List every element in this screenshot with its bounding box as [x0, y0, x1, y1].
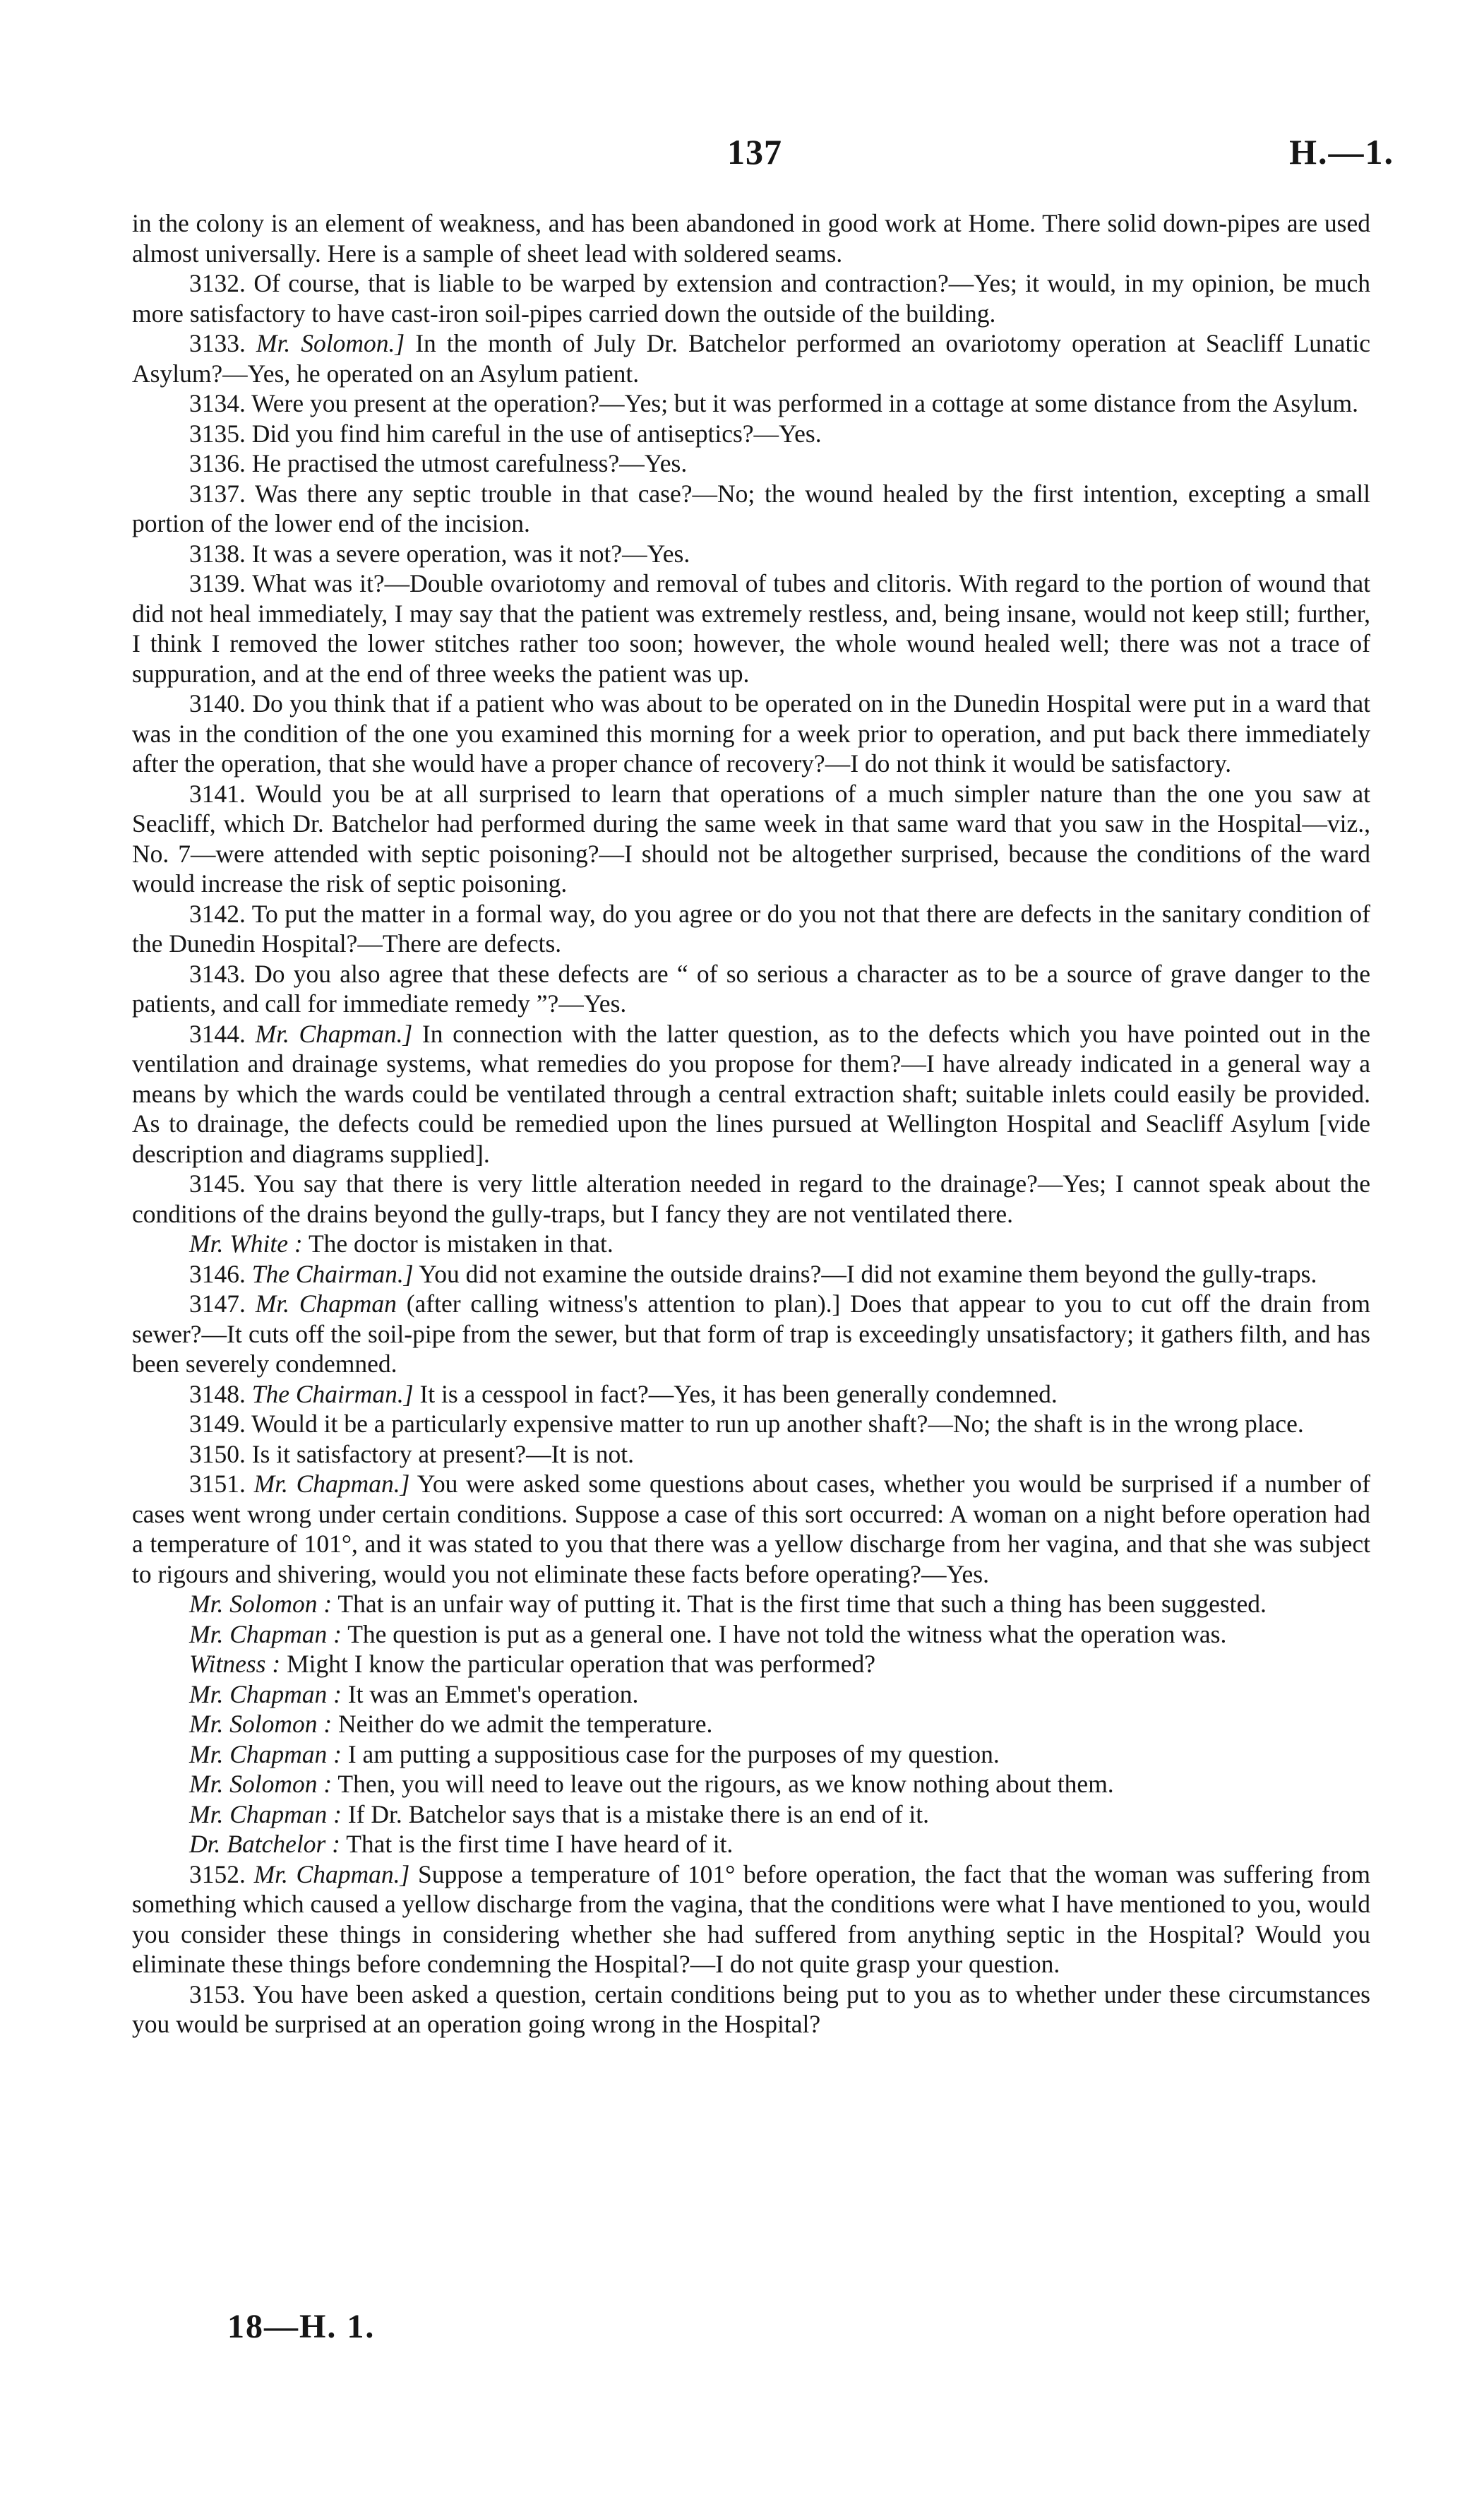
- paragraph: [132, 1979, 1370, 2039]
- paragraph: [132, 1229, 1370, 1259]
- signature-mark: 18—H. 1.: [227, 2308, 376, 2345]
- paragraph: [132, 1169, 1370, 1229]
- paragraph: [132, 1769, 1370, 1799]
- speaker-label: Mr. Chapman.]: [255, 1019, 413, 1048]
- speaker-label: Mr. Chapman :: [189, 1799, 342, 1828]
- speaker-label: Mr. Solomon :: [189, 1770, 333, 1798]
- paragraph: [132, 1859, 1370, 1979]
- speaker-label: Dr. Batchelor :: [189, 1830, 340, 1858]
- speaker-label: Mr. Chapman :: [189, 1619, 342, 1648]
- paragraph: [132, 328, 1370, 388]
- speaker-label: Mr. Chapman.]: [253, 1470, 410, 1498]
- paragraph-text: In the month of July Dr. Batchelor performed an ovariotomy operation at Seacliff Lunatic Asylum?—Yes, he operated on an Asylum patient.: [132, 329, 1370, 388]
- body-text: [132, 208, 1370, 2039]
- paragraph: [132, 1679, 1370, 1710]
- paragraph-text: If Dr. Batchelor says that is a mistake there is an end of it.: [347, 1799, 930, 1828]
- speaker-label: Mr. Chapman :: [189, 1679, 342, 1708]
- page-number: 137: [727, 132, 782, 172]
- question-number: 3133.: [189, 329, 256, 357]
- speaker-label: Mr. Solomon :: [189, 1590, 333, 1618]
- paragraph-text: The doctor is mistaken in that.: [308, 1229, 614, 1258]
- paragraph: [132, 1589, 1370, 1619]
- question-number: 3151.: [189, 1470, 254, 1498]
- paragraph-text: Then, you will need to leave out the rigours, as we know nothing about them.: [337, 1770, 1114, 1798]
- paragraph: [132, 1829, 1370, 1859]
- speaker-label: Mr. Solomon.]: [256, 329, 405, 357]
- paragraph-text: In connection with the latter question, as to the defects which you have pointed out in the ventilation and drainage systems, what remedies do you propose for them?—I have already indicated in a general way a means by which the wards could be ventilated through a central extraction shaft; suitable inlets could easily be provided. As to drainage, the defects could be remedied upon the lines pursued at Wellington Hospital and Seacliff Asylum [vide description and diagrams supplied].: [132, 1019, 1371, 1168]
- paragraph-text: It is a cesspool in fact?—Yes, it has been generally condemned.: [419, 1379, 1058, 1408]
- question-number: 3147.: [189, 1290, 256, 1318]
- paragraph-text: in the colony is an element of weakness, and has been abandoned in good work at Home. There solid down-pipes are used almost universally. Here is a sample of sheet lead with soldered seams.: [132, 209, 1370, 268]
- paragraph: [132, 1469, 1370, 1589]
- paragraph-text: 3145. You say that there is very little alteration needed in regard to the drainage?—Yes; I cannot speak about the conditions of the drains beyond the gully-traps, but I fancy they are not ventilated there.: [132, 1169, 1370, 1228]
- paragraph: [132, 539, 1370, 569]
- paragraph: [132, 1289, 1370, 1379]
- paragraph-text: 3132. Of course, that is liable to be warped by extension and contraction?—Yes; it would, in my opinion, be much more satisfactory to have cast-iron soil-pipes carried down the outside of the building.: [132, 269, 1370, 328]
- speaker-label: The Chairman.]: [251, 1259, 414, 1288]
- question-number: 3146.: [189, 1259, 252, 1288]
- paragraph-text: 3143. Do you also agree that these defects are “ of so serious a character as to be a source of grave danger to the patients, and call for immediate remedy ”?—Yes.: [132, 959, 1370, 1018]
- paragraph-text: You did not examine the outside drains?—I did not examine them beyond the gully-traps.: [419, 1259, 1317, 1288]
- speaker-label: The Chairman.]: [251, 1379, 414, 1408]
- paragraph: [132, 1739, 1370, 1770]
- question-number: 3144.: [189, 1019, 256, 1048]
- paragraph-text: 3150. Is it satisfactory at present?—It is not.: [189, 1439, 634, 1468]
- speaker-label: Mr. Solomon :: [189, 1710, 333, 1738]
- paragraph-text: 3149. Would it be a particularly expensive matter to run up another shaft?—No; the shaft is in the wrong place.: [189, 1410, 1304, 1438]
- paragraph-text: 3138. It was a severe operation, was it not?—Yes.: [189, 539, 690, 568]
- speaker-label: Mr. Chapman :: [189, 1739, 342, 1768]
- speaker-label: Mr. Chapman: [255, 1290, 397, 1318]
- paragraph: [132, 419, 1370, 449]
- paragraph-text: 3139. What was it?—Double ovariotomy and removal of tubes and clitoris. With regard to the portion of wound that did not heal immediately, I may say that the patient was extremely restless, and, being insane, would not keep still; further, I think I removed the lower stitches rather too soon; however, the whole wound healed well; there was not a trace of suppuration, and at the end of three weeks the patient was up.: [132, 569, 1370, 688]
- paragraph: [132, 568, 1370, 689]
- paragraph-text: The question is put as a general one. I have not told the witness what the operation was.: [347, 1619, 1227, 1648]
- paragraph-text: You were asked some questions about cases, whether you would be surprised if a number of cases went wrong under certain conditions. Suppose a case of this sort occurred: A woman on a night before operation had a temperature of 101°, and it was stated to you that there was a yellow discharge from her vagina, and that she was subject to rigours and shivering, would you not eliminate these facts before operating?—Yes.: [132, 1470, 1370, 1588]
- paragraph-text: 3137. Was there any septic trouble in that case?—No; the wound healed by the first intention, excepting a small portion of the lower end of the incision.: [132, 479, 1370, 537]
- paragraph: [132, 1379, 1370, 1410]
- paragraph-text: Suppose a temperature of 101° before operation, the fact that the woman was suffering from something which caused a yellow discharge from the vagina, that the conditions were what I have mentioned to you, would you consider these things in considering whether she had suffered from anything septic in the Hospital? Would you eliminate these things before condemning the Hospital?—I do not quite grasp your question.: [132, 1859, 1371, 1978]
- paragraph: [132, 959, 1370, 1019]
- paragraph: [132, 1409, 1370, 1439]
- paragraph: [132, 1649, 1370, 1679]
- paragraph-text: (after calling witness's attention to plan).] Does that appear to you to cut off the drain from sewer?—It cuts off the soil-pipe from the sewer, but that form of trap is exceedingly unsatisfactory; it gathers filth, and has been severely condemned.: [132, 1290, 1370, 1378]
- paragraph-text: 3140. Do you think that if a patient who was about to be operated on in the Dunedin Hospital were put in a ward that was in the condition of the one you examined this morning for a week prior to operation, and put back there immediately after the operation, that she would have a proper chance of recovery?—I do not think it would be satisfactory.: [132, 689, 1370, 778]
- paragraph: [132, 1709, 1370, 1739]
- paragraph: [132, 448, 1370, 479]
- paragraph: [132, 1619, 1370, 1650]
- paragraph-text: That is the first time I have heard of it.: [346, 1830, 734, 1858]
- paragraph-text: It was an Emmet's operation.: [347, 1679, 639, 1708]
- paragraph: [132, 1799, 1370, 1830]
- paragraph: [132, 388, 1370, 419]
- paragraph-text: 3153. You have been asked a question, certain conditions being put to you as to whether under these circumstances you would be surprised at an operation going wrong in the Hospital?: [132, 1979, 1370, 2038]
- paragraph-text: Neither do we admit the temperature.: [338, 1710, 713, 1738]
- paragraph-text: 3142. To put the matter in a formal way, do you agree or do you not that there are defects in the sanitary condition of the Dunedin Hospital?—There are defects.: [132, 899, 1370, 958]
- paragraph-text: 3135. Did you find him careful in the use of antiseptics?—Yes.: [189, 419, 822, 448]
- paragraph: [132, 268, 1370, 328]
- paragraph: [132, 1019, 1370, 1169]
- paragraph: [132, 208, 1370, 268]
- speaker-label: Mr. Chapman.]: [253, 1859, 410, 1888]
- paragraph: [132, 1439, 1370, 1470]
- series-reference: H.—1.: [1289, 132, 1394, 172]
- paragraph-text: I am putting a suppositious case for the purposes of my question.: [347, 1739, 1000, 1768]
- paragraph: [132, 479, 1370, 539]
- paragraph: [132, 1259, 1370, 1290]
- paragraph: [132, 779, 1370, 899]
- paragraph-text: 3136. He practised the utmost carefulness?—Yes.: [189, 449, 688, 477]
- paragraph-text: That is an unfair way of putting it. That is the first time that such a thing has been suggested.: [337, 1590, 1267, 1618]
- paragraph: [132, 689, 1370, 779]
- paragraph-text: 3134. Were you present at the operation?—Yes; but it was performed in a cottage at some distance from the Asylum.: [189, 389, 1359, 417]
- paragraph-text: Might I know the particular operation that was performed?: [287, 1650, 876, 1678]
- speaker-label: Witness :: [189, 1650, 281, 1678]
- paragraph: [132, 899, 1370, 959]
- paragraph-text: 3141. Would you be at all surprised to learn that operations of a much simpler nature than the one you saw at Seacliff, which Dr. Batchelor had performed during the same week in that same ward that you saw in the Hospital—viz., No. 7—were attended with septic poisoning?—I should not be altogether surprised, because the conditions of the ward would increase the risk of septic poisoning.: [132, 779, 1370, 898]
- question-number: 3148.: [189, 1379, 252, 1408]
- question-number: 3152.: [189, 1859, 254, 1888]
- speaker-label: Mr. White :: [189, 1229, 303, 1258]
